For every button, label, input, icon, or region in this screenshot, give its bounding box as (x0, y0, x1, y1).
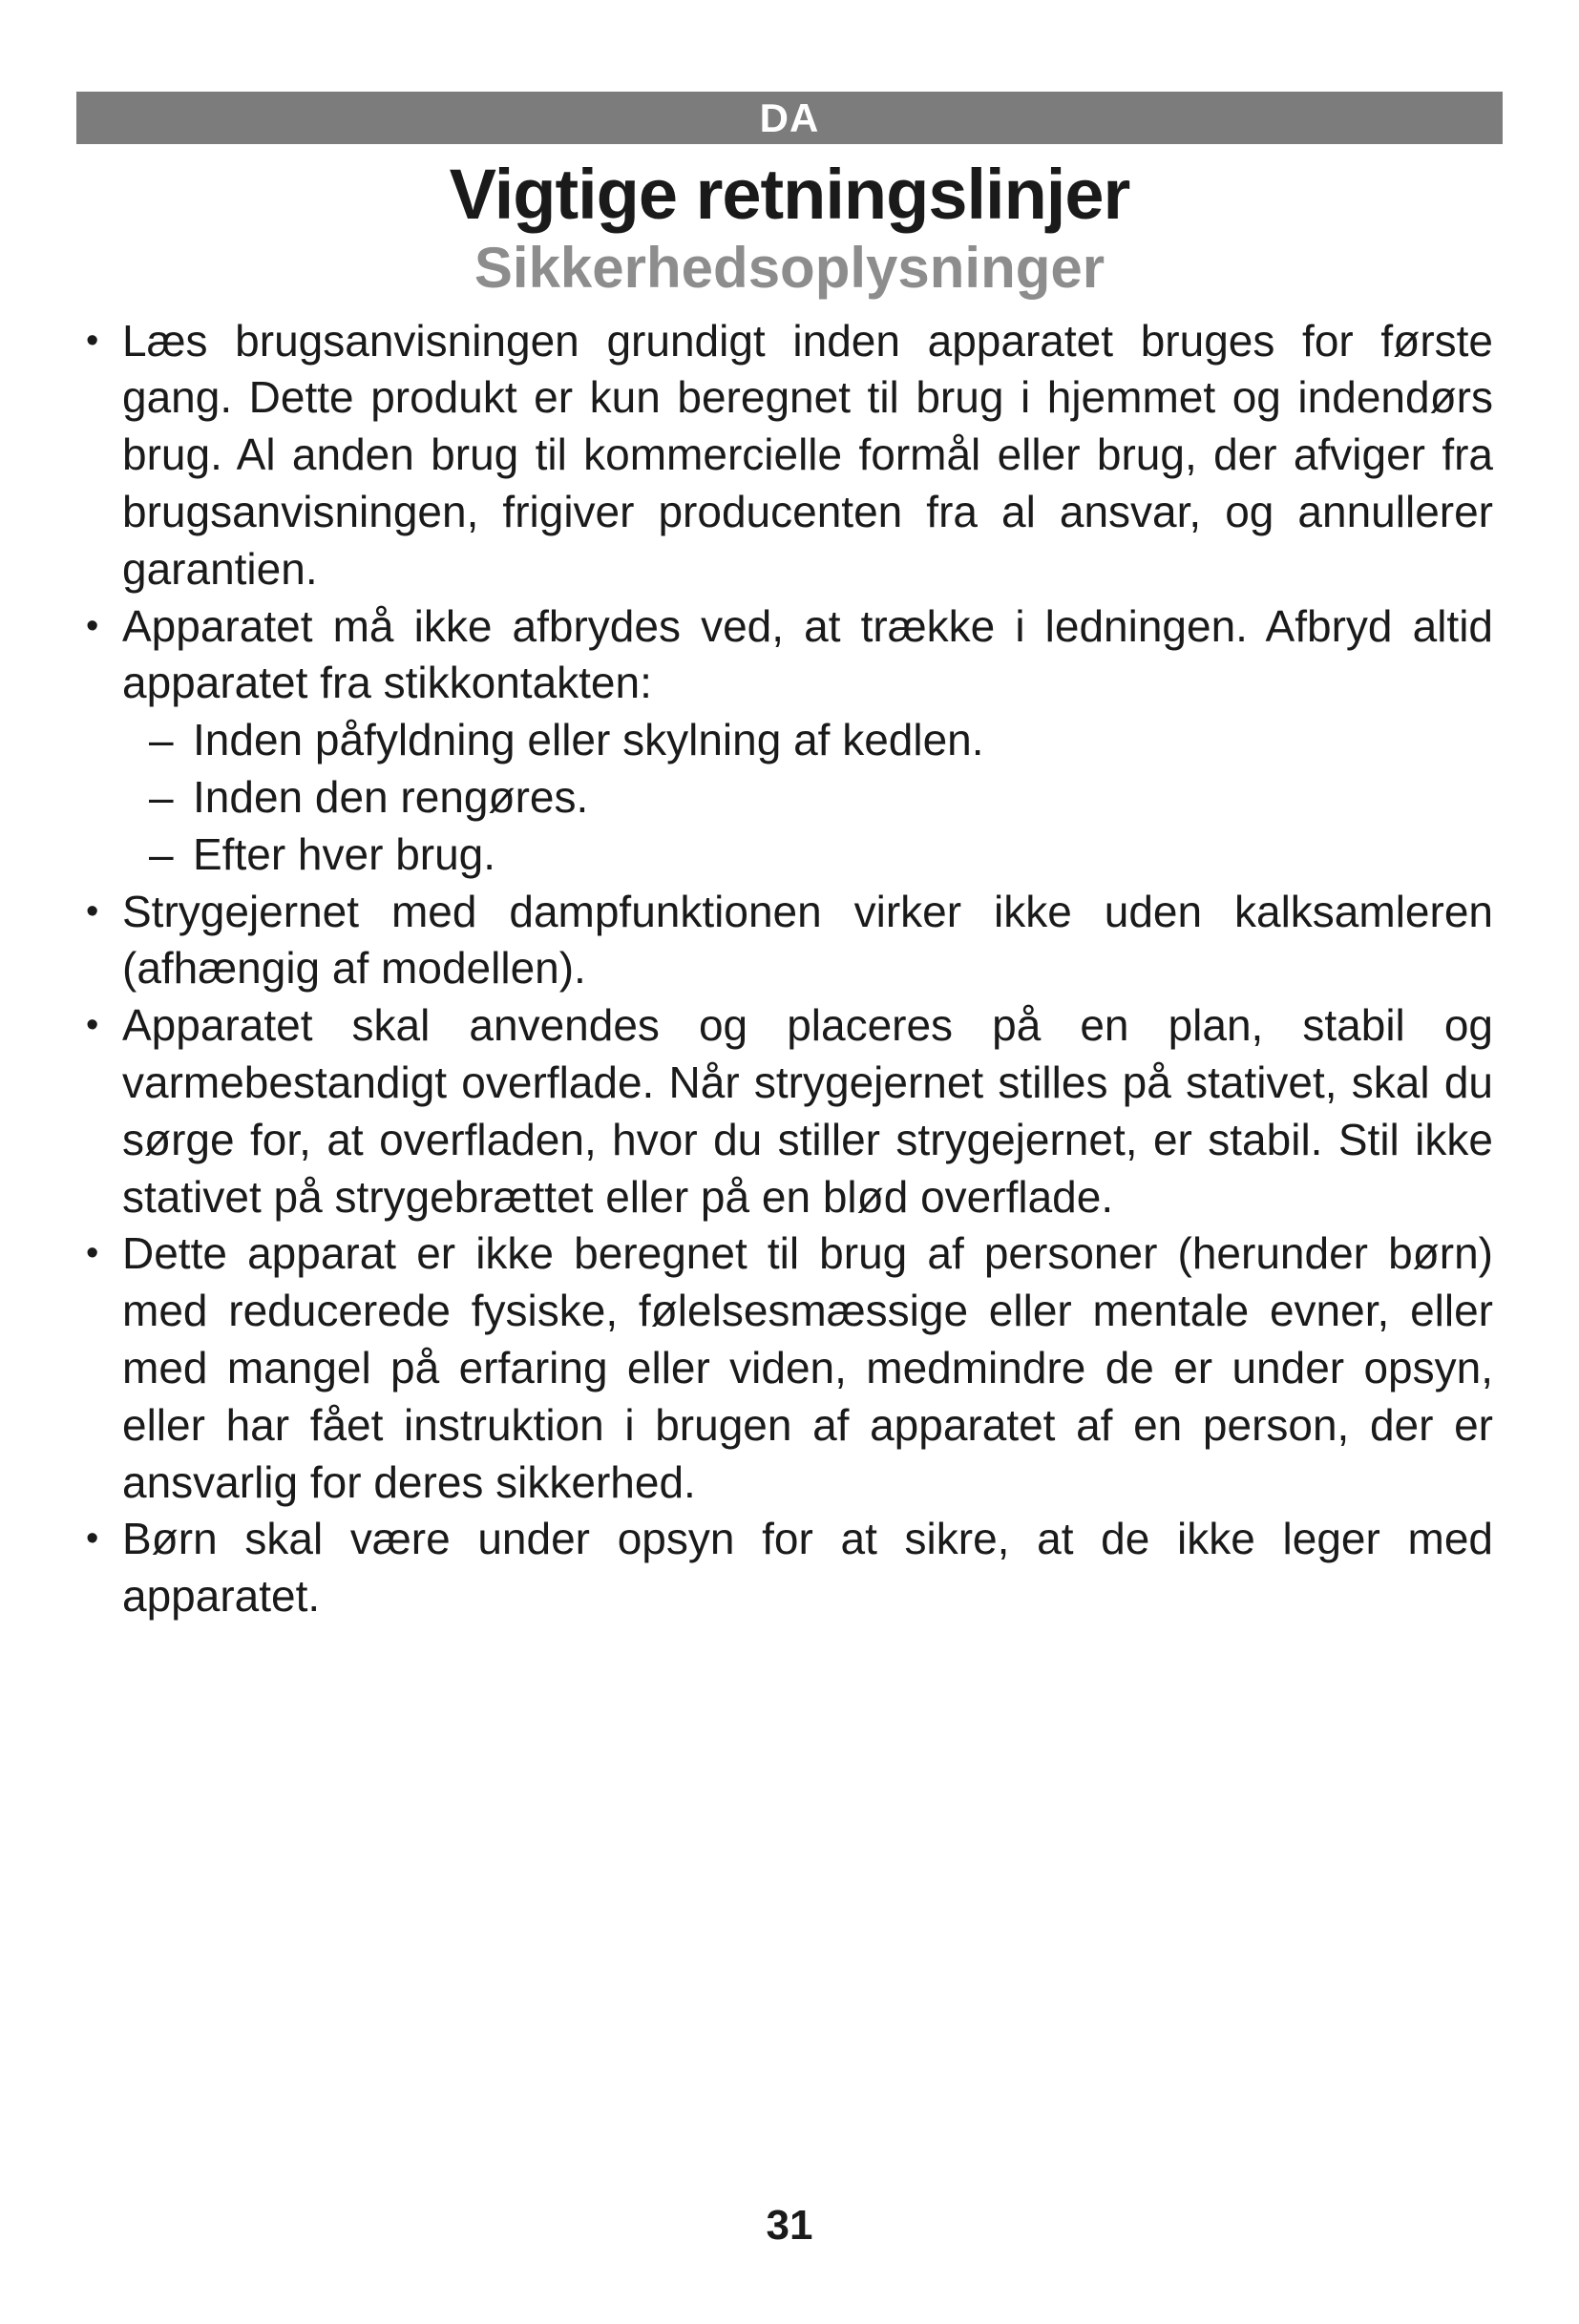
list-item-text: Apparatet må ikke afbrydes ved, at trække i ledningen. Afbryd altid apparatet fra stikkontakten: (122, 600, 1493, 708)
list-item-text: Læs brugsanvisningen grundigt inden apparatet bruges for første gang. Dette produkt er kun beregnet til brug i hjemmet og indendørs brug. Al anden brug til kommercielle formål eller brug, der afviger fra brugsanvisningen, frigiver producenten fra al ansvar, og annullerer garantien. (122, 315, 1493, 594)
list-item (86, 997, 1493, 1225)
list-item (86, 1511, 1493, 1625)
bullet-marker: • (86, 1518, 99, 1560)
manual-page (0, 92, 1579, 2249)
page-subtitle: Sikkerhedsoplysninger (474, 235, 1105, 300)
dash-marker: – (149, 715, 174, 765)
bullet-marker: • (86, 605, 99, 646)
bullet-marker: • (86, 320, 99, 361)
bullet-marker: • (86, 1005, 99, 1046)
page-title: Vigtige retningslinjer (449, 155, 1130, 234)
safety-instructions-list (86, 313, 1493, 1625)
list-item-text: Børn skal være under opsyn for at sikre, at de ikke leger med apparatet. (122, 1514, 1493, 1622)
list-item (86, 1225, 1493, 1511)
language-label: DA (759, 94, 820, 140)
page-number: 31 (766, 2202, 813, 2249)
dash-marker: – (149, 772, 174, 823)
list-item (86, 313, 1493, 598)
list-item-text: Strygejernet med dampfunktionen virker ikke uden kalksamleren (afhængig af modellen). (122, 886, 1493, 994)
list-item-text: Apparatet skal anvendes og placeres på en plan, stabil og varmebestandigt overflade. Når strygejernet stilles på stativet, skal du sørge for, at overfladen, hvor du stiller strygejernet, er stabil. Stil ikke stativet på strygebrættet eller på en blød overflade. (122, 1000, 1493, 1222)
list-item (86, 598, 1493, 713)
sub-list-item (149, 827, 1493, 884)
dash-marker: – (149, 828, 174, 879)
list-item (86, 884, 1493, 998)
sub-list-item-text: Inden påfyldning eller skylning af kedlen. (193, 715, 984, 765)
sub-list-item-text: Inden den rengøres. (193, 772, 589, 823)
sub-list-item-text: Efter hver brug. (193, 828, 496, 879)
sub-list-item (149, 769, 1493, 827)
bullet-marker: • (86, 890, 99, 932)
sub-list-item (149, 712, 1493, 769)
language-header-bar (76, 92, 1503, 144)
list-item-text: Dette apparat er ikke beregnet til brug af personer (herunder børn) med reducerede fysiske, følelsesmæssige eller mentale evner, eller med mangel på erfaring eller viden, medmindre de er under opsyn, eller har fået instruktion i brugen af apparatet af en person, der er ansvarlig for deres sikkerhed. (122, 1228, 1493, 1507)
bullet-marker: • (86, 1233, 99, 1274)
